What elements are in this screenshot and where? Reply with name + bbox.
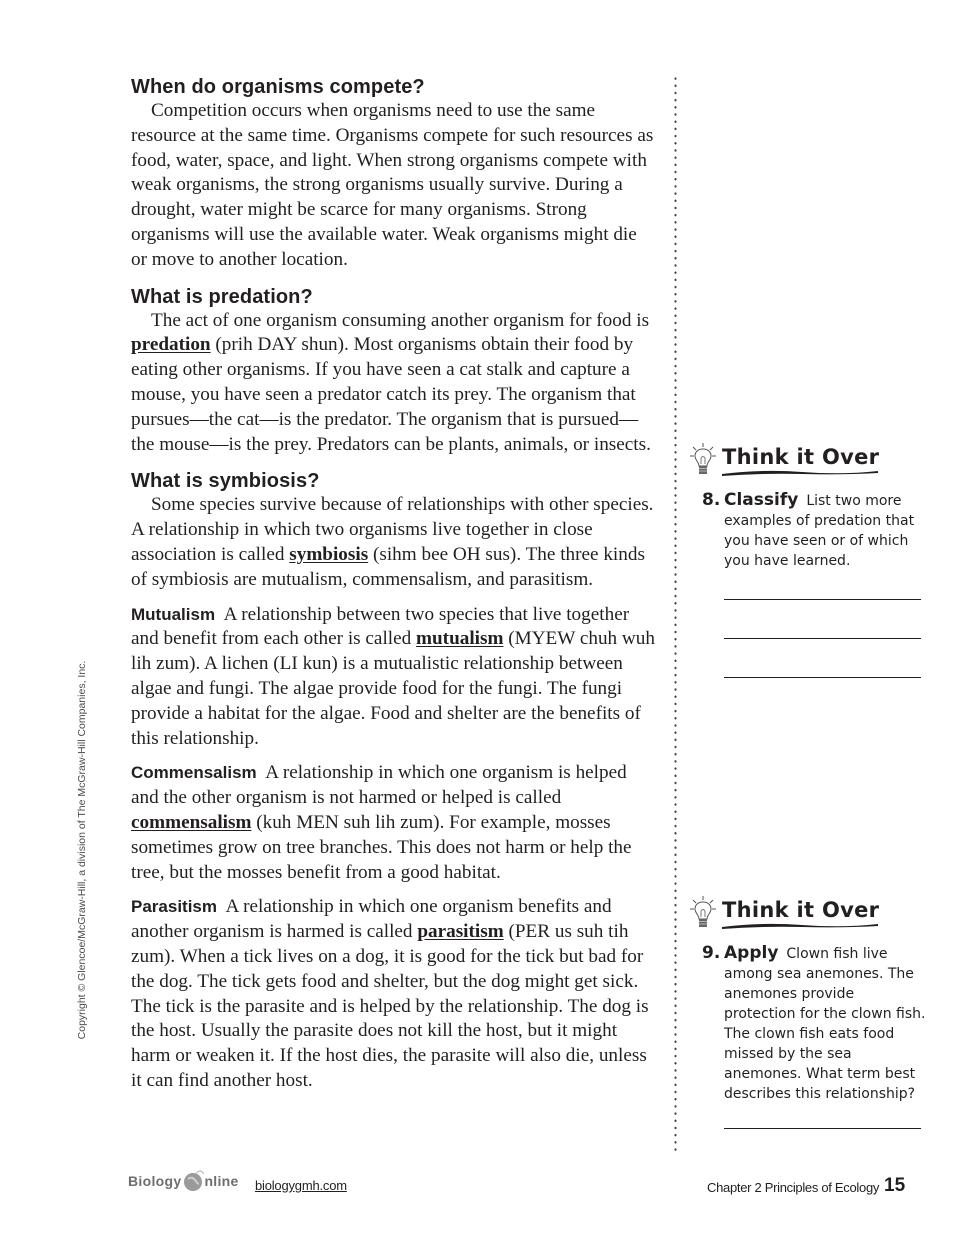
think-it-over-8 <box>690 440 930 678</box>
paragraph-mutualism <box>131 603 656 752</box>
think-it-over-9 <box>690 893 930 1129</box>
text: (PER us suh tih zum). When a tick lives on a dog, it is good for the tick but bad for the dog. The tick gets food and shelter, but the dog might get sick. The tick is the parasite and is helped by the relationship. The dog is the host. Usually the parasite does not kill the host, but it might harm or weaken it. If the host dies, the parasite will also die, unless it can find another host. <box>131 921 649 1091</box>
runin-heading-mutualism: Mutualism <box>131 604 216 624</box>
think-it-over-title: Think it Over <box>722 445 880 469</box>
title-swoosh-underline <box>722 469 878 476</box>
question-number: 9. <box>702 943 721 963</box>
text: A relationship in which one organism is helped and the other organism is not harmed or helped is called <box>131 762 627 809</box>
question-text: Clown fish live among sea anemones. The anemones provide protection for the clown fish. The clown fish eats food missed by the sea anemones. What term best describes this relationship? <box>724 946 926 1102</box>
answer-line[interactable] <box>724 1128 921 1129</box>
text: (MYEW chuh wuh lih zum). A lichen (LI kun) is a mutualistic relationship between algae and fungi. The algae provide food for the fungi. The fungi provide a habitat for the algae. Food and shelter are the benefits of this relationship. <box>131 628 655 749</box>
page-number: 15 <box>884 1175 906 1196</box>
think-it-over-header <box>690 893 930 929</box>
biology-online-logo <box>128 1170 239 1192</box>
paragraph-compete: Competition occurs when organisms need to use the same resource at the same time. Organisms compete for such resources as food, water, space, and light. When strong organisms compete with weak organisms, the strong organisms usually survive. During a drought, water might be scarce for many organisms. Strong organisms will use the available water. Weak organisms might die or move to another location. <box>131 100 654 270</box>
question-text: List two more examples of predation that you have seen or of which you have learned. <box>724 493 915 569</box>
question-skill-label: Classify <box>724 490 799 510</box>
vocab-term-predation: predation <box>131 334 211 356</box>
heading-predation: What is predation? <box>131 285 313 308</box>
vocab-term-parasitism: parasitism <box>417 921 504 943</box>
think-it-over-header <box>690 440 930 476</box>
text: (kuh MEN suh lih zum). For example, mosses sometimes grow on tree branches. This does not harm or help the tree, but the mosses benefit from a good habitat. <box>131 811 632 883</box>
paragraph-symbiosis <box>131 493 656 592</box>
lightbulb-icon <box>690 895 716 929</box>
column-divider <box>674 75 677 1153</box>
question-9 <box>690 943 930 1104</box>
paragraph-parasitism <box>131 895 656 1093</box>
heading-symbiosis: What is symbiosis? <box>131 470 320 493</box>
text: A relationship in which one organism benefits and another organism is harmed is called <box>131 896 612 943</box>
paragraph-commensalism <box>131 761 656 885</box>
text: (sihm bee OH sus). The three kinds of symbiosis are mutualism, commensalism, and parasitism. <box>131 543 645 590</box>
text: Some species survive because of relationships with other species. A relationship in which two organisms live together in close association is called <box>131 494 654 565</box>
think-it-over-title: Think it Over <box>722 898 880 922</box>
question-skill-label: Apply <box>724 943 779 963</box>
vocab-term-symbiosis: symbiosis <box>289 543 369 565</box>
logo-text: Biology <box>128 1173 182 1189</box>
globe-icon <box>182 1170 204 1192</box>
vocab-term-commensalism: commensalism <box>131 811 252 833</box>
answer-line[interactable] <box>724 638 921 639</box>
question-8 <box>690 490 930 571</box>
main-column <box>131 75 656 1094</box>
answer-line[interactable] <box>724 677 921 678</box>
text: (prih DAY shun). Most organisms obtain their food by eating other organisms. If you have seen a cat stalk and capture a mouse, you have seen a predator catch its prey. The organism that pursues—the cat—is the predator. The organism that is pursued—the mouse—is the prey. Predators can be plants, animals, or insects. <box>131 334 651 455</box>
runin-heading-parasitism: Parasitism <box>131 897 217 917</box>
text: A relationship between two species that live together and benefit from each other is called <box>131 603 630 650</box>
runin-heading-commensalism: Commensalism <box>131 763 257 783</box>
paragraph-predation <box>131 309 656 458</box>
heading-compete: When do organisms compete? <box>131 76 425 98</box>
answer-line[interactable] <box>724 599 921 600</box>
lightbulb-icon <box>690 442 716 476</box>
question-number: 8. <box>702 490 721 510</box>
title-swoosh-underline <box>722 922 878 929</box>
text: The act of one organism consuming another organism for food is <box>151 309 650 331</box>
logo-text: nline <box>204 1173 239 1189</box>
copyright-notice: Copyright © Glencoe/McGraw-Hill, a division of The McGraw-Hill Companies, Inc. <box>76 660 88 1040</box>
chapter-title: Chapter 2 Principles of Ecology <box>707 1180 880 1195</box>
website-link[interactable]: biologygmh.com <box>255 1178 347 1193</box>
vocab-term-mutualism: mutualism <box>416 628 504 650</box>
